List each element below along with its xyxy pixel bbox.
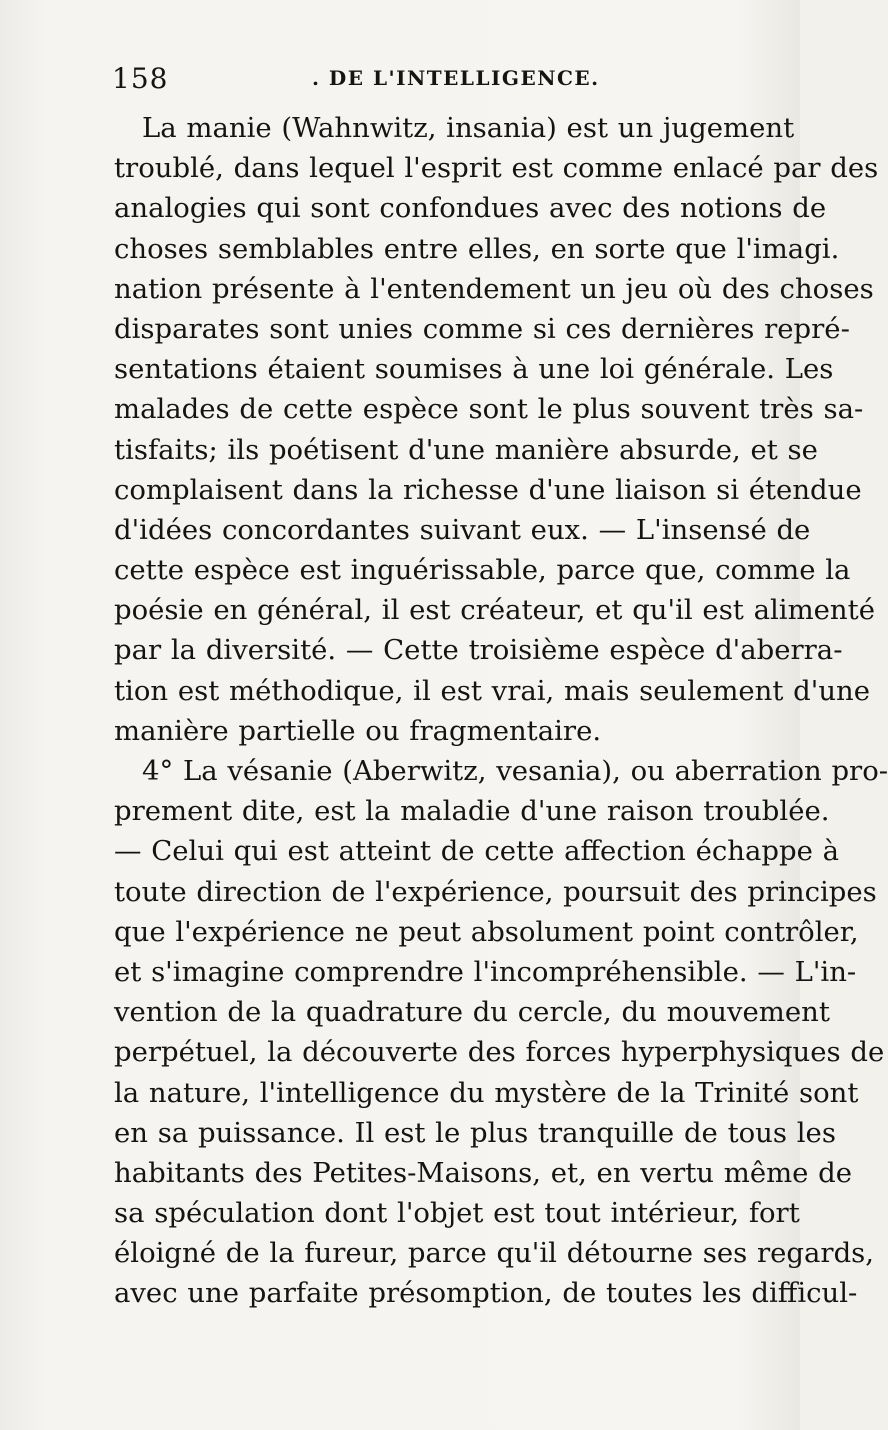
text-line: sa spéculation dont l'objet est tout intérieur, fort (114, 1197, 800, 1230)
text-line: en sa puissance. Il est le plus tranquille de tous les (114, 1116, 836, 1149)
text-line: tion est méthodique, il est vrai, mais seulement d'une (114, 674, 871, 707)
text-line: tisfaits; ils poétisent d'une manière absurde, et se (114, 433, 818, 466)
text-line: complaisent dans la richesse d'une liaison si étendue (114, 473, 862, 506)
page-number: 158 (112, 62, 169, 95)
text-line: éloigné de la fureur, parce qu'il détourne ses regards, (114, 1237, 875, 1270)
text-line: troublé, dans lequel l'esprit est comme enlacé par des (114, 152, 879, 185)
text-line: toute direction de l'expérience, poursuit des principes (114, 875, 877, 908)
text-line: avec une parfaite présomption, de toutes les difficul- (114, 1277, 858, 1310)
text-line: La manie (Wahnwitz, insania) est un jugement (142, 112, 795, 144)
text-line: habitants des Petites-Maisons, et, en vertu même de (114, 1156, 853, 1189)
text-line: — Celui qui est atteint de cette affection échappe à (114, 835, 839, 868)
text-line: la nature, l'intelligence du mystère de la Trinité sont (114, 1076, 859, 1109)
running-head: . DE L'INTELLIGENCE. (312, 66, 600, 90)
text-line: que l'expérience ne peut absolument point contrôler, (114, 915, 859, 948)
text-line: vention de la quadrature du cercle, du mouvement (114, 996, 830, 1029)
text-line: analogies qui sont confondues avec des notions de (114, 192, 827, 225)
text-line: poésie en général, il est créateur, et qu'il est alimenté (114, 594, 875, 627)
text-line: choses semblables entre elles, en sorte que l'imagi. (114, 232, 840, 265)
text-line: et s'imagine comprendre l'incompréhensible. — L'in- (114, 955, 857, 988)
text-line: prement dite, est la maladie d'une raison troublée. (114, 795, 830, 828)
text-line: disparates sont unies comme si ces dernières repré- (114, 312, 850, 345)
text-line: perpétuel, la découverte des forces hyperphysiques de (114, 1036, 885, 1069)
text-line: par la diversité. — Cette troisième espèce d'aberra- (114, 634, 843, 667)
text-line: nation présente à l'entendement un jeu où des choses (114, 272, 874, 305)
page-header (112, 62, 772, 102)
text-line: d'idées concordantes suivant eux. — L'insensé de (114, 513, 811, 546)
text-line: manière partielle ou fragmentaire. (114, 714, 602, 747)
text-line: sentations étaient soumises à une loi générale. Les (114, 353, 834, 386)
text-line: malades de cette espèce sont le plus souvent très sa- (114, 393, 864, 426)
body-text (114, 108, 888, 1314)
text-line: 4° La vésanie (Aberwitz, vesania), ou aberration pro- (142, 755, 888, 787)
text-line: cette espèce est inguérissable, parce que, comme la (114, 554, 851, 587)
